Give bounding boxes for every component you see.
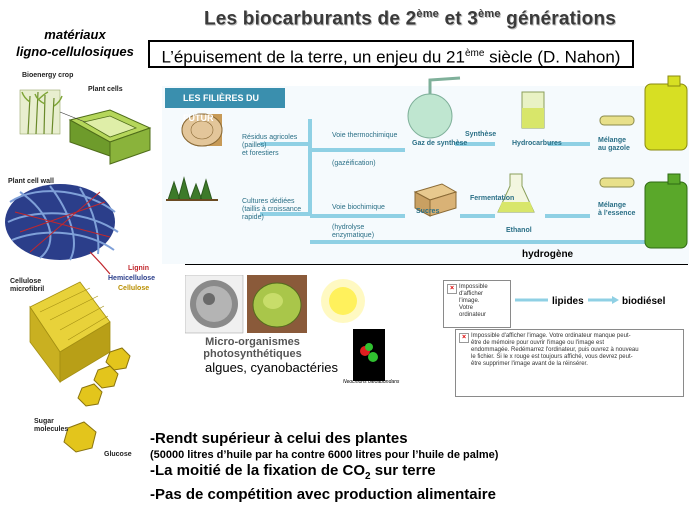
plant-cells-illustration <box>60 110 150 164</box>
filieres-banner: LES FILIÈRES DU FUTUR <box>165 88 285 108</box>
voie-thermo-label: Voie thermochimique <box>332 132 398 139</box>
plant-cell-wall-label: Plant cell wall <box>8 178 54 185</box>
broken-image-icon: × <box>459 333 469 343</box>
lignin-label: Lignin <box>128 265 149 272</box>
melange-gazole-label: Mélange au gazole <box>598 137 630 152</box>
sun-icon <box>321 279 365 323</box>
cellulose-microfibril-illustration <box>30 282 110 382</box>
micro-image-grey <box>185 275 243 333</box>
sugar-molecules-label: Sugar molecules <box>34 418 69 433</box>
left-label: matériaux ligno-cellulosiques <box>16 27 134 59</box>
cell-wall-illustration <box>5 184 118 274</box>
glucose-label: Glucose <box>104 451 132 458</box>
bullet-competition: -Pas de compétition avec production alimentaire <box>150 486 496 503</box>
ethanol-label: Ethanol <box>506 227 532 234</box>
gazeification-label: (gazéification) <box>332 160 376 167</box>
bioenergy-crop-illustration <box>20 90 62 134</box>
page-title: Les biocarburants de 2ème et 3ème générations <box>203 8 617 30</box>
cellulose-microfibril-label: Cellulose microfibril <box>10 278 45 293</box>
beaker-illustration <box>522 92 544 128</box>
residus-label: Résidus agricoles (pailles) et forestiers <box>242 134 298 157</box>
biodiesel-label: biodiésel <box>622 296 666 307</box>
lipides-label: lipides <box>552 296 584 307</box>
plant-cells-label: Plant cells <box>88 86 123 93</box>
fermentation-label: Fermentation <box>470 195 515 202</box>
hydrogene-label: hydrogène <box>522 249 574 260</box>
neochloris-caption: Neochloris oleoabundans <box>343 379 400 385</box>
bullet-rendement: -Rendt supérieur à celui des plantes <box>150 430 408 447</box>
bullet-list <box>150 430 680 504</box>
bullet-litres: (50000 litres d’huile par ha contre 6000 litres pour l’huile de palme) <box>150 449 499 461</box>
micro-image-fluorescent <box>353 329 385 381</box>
gaz-synthese-label: Gaz de synthèse <box>412 140 468 147</box>
subtitle-box: L’épuisement de la terre, un enjeu du 21ème siècle (D. Nahon) <box>148 40 634 68</box>
voie-bio-label: Voie biochimique <box>332 204 385 211</box>
sucres-label: Sucres <box>416 208 440 215</box>
hydrolyse-label: (hydrolyse enzymatique) <box>332 224 375 239</box>
hydrocarbures-label: Hydrocarbures <box>512 140 562 147</box>
broken-image-large: × Impossible d'afficher l'image. Votre ordinateur manque peut- être de mémoire pour ouvrir l'image ou l'image est endommagée. Redémarrez l'ordinateur, puis ouvrez à nouveau le fichier. Si le x rouge est toujours affiché, vous devrez peut- être supprimer l'image avant de la réinsérer. <box>455 329 684 397</box>
algues-label: algues, cyanobactéries <box>205 360 338 375</box>
micro-image-green <box>247 275 307 333</box>
synthese-label: Synthèse <box>465 131 497 138</box>
cultures-label: Cultures dédiées (taillis à croissance rapide) <box>242 198 302 221</box>
melange-essence-label: Mélange à l’essence <box>598 202 636 217</box>
broken-image-icon: × <box>447 284 457 294</box>
broken-image-small: × Impossible d'afficher l'image. Votre ordinateur <box>443 280 511 328</box>
micro-organisms-label: Micro-organismes photosynthétiques <box>203 336 302 360</box>
cellulose-label: Cellulose <box>118 285 150 292</box>
bioenergy-crop-label: Bioenergy crop <box>22 72 74 79</box>
lignocellulose-diagram <box>0 62 160 462</box>
bullet-co2: -La moitié de la fixation de $CO_2$ sur terre <box>150 462 436 482</box>
section-divider <box>185 264 688 265</box>
hemicellulose-label: Hemicellulose <box>108 275 156 282</box>
